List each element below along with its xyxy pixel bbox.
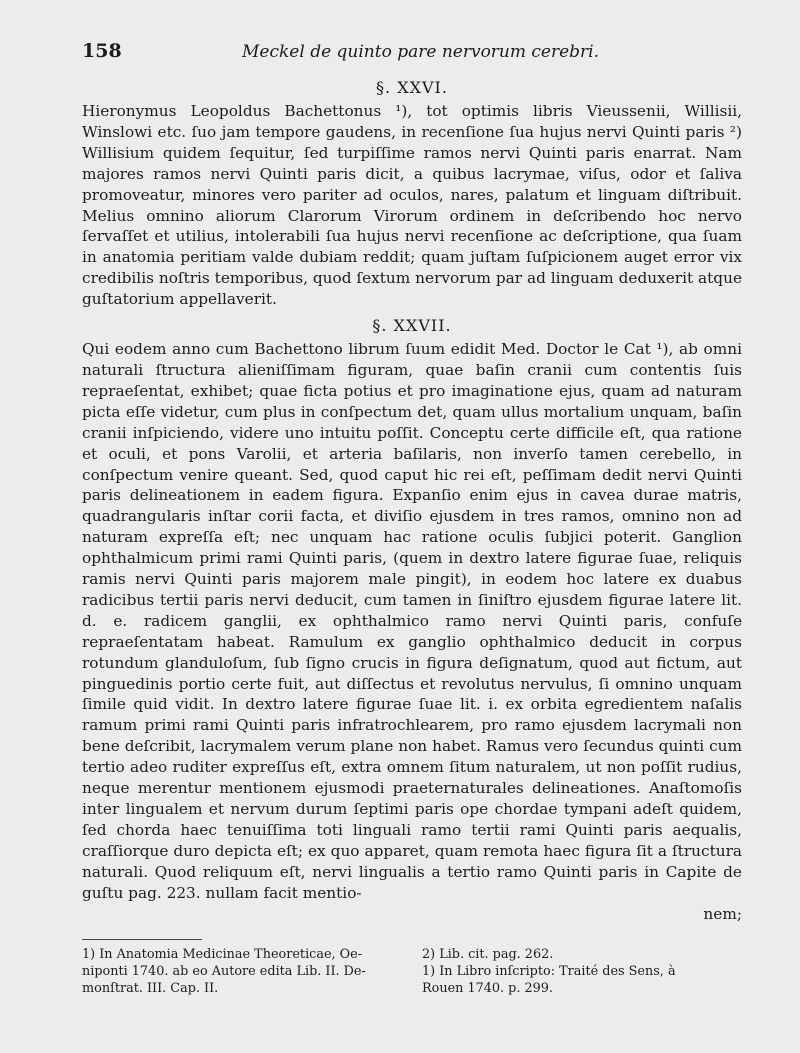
- section-body: Hieronymus Leopoldus Bachettonus ¹), tot optimis libris Vieussenii, Willisii, Winslowi etc. ſuo jam tempore gaudens, in recenſione ſua hujus nervi Quinti paris ²) Willisium quidem ſequitur, ſed turpiſſime ramos nervi Quinti paris enarrat. Nam majores ramos nervi Quinti paris dicit, a quibus lacrymae, viſus, odor et ſaliva promoveatur, minores vero pariter ad oculos, nares, palatum et linguam diſtribuit. Melius omnino aliorum Clarorum Virorum ordinem in deſcribendo hoc nervo ſervaſſet et utilius, intolerabili ſua hujus nervi recenſione ac deſcriptione, qua ſuam in anatomia peritiam valde dubiam reddit; quam juſtam ſuſpicionem auget error vix credibilis noſtris temporibus, quod ſextum nervorum par ad linguam deduxerit atque guſtatorium appellaverit.: [82, 102, 742, 309]
- section-xxvii: [82, 316, 742, 903]
- footnote-line: monſtrat. III. Cap. II.: [82, 980, 219, 996]
- section-heading: §. XXVI.: [376, 78, 448, 97]
- footnote-line: niponti 1740. ab eo Autore edita Lib. II. De-: [82, 963, 366, 979]
- footnote-line: 1) In Anatomia Medicinae Theoreticae, Oe-: [82, 946, 363, 962]
- page-number: 158: [82, 40, 122, 62]
- section-body: Qui eodem anno cum Bachettono librum ſuum edidit Med. Doctor le Cat ¹), ab omni naturali ſtructura alieniſſimam figuram, quae baſin cranii cum contentis ſuis repraeſentat, exhibet; quae ficta potius et pro imaginatione ejus, quam ad naturam picta eſſe videtur, cum plus in conſpectum det, quam ullus mortalium unquam, baſin cranii inſpiciendo, videre uno intuitu poſſit. Conceptu certe difficile eſt, qua ratione et oculi, et pons Varolii, et arteria baſilaris, non inverſo tamen cerebello, in conſpectum venire queant. Sed, quod caput hic rei eſt, peſſimam dedit nervi Quinti paris delineationem in eadem figura. Expanſio enim ejus in cavea durae matris, quadrangularis inſtar corii facta, et diviſio ejusdem in tres ramos, omnino non ad naturam expreſſa eſt; nec unquam hac ratione oculis ſubjici poterit. Ganglion ophthalmicum primi rami Quinti paris, (quem in dextro latere figurae ſuae, reliquis ramis nervi Quinti paris majorem male pingit), in eodem hoc latere ex duabus radicibus tertii paris nervi deducit, cum tamen in ſiniſtro ejusdem figurae latere lit. d. e. radicem ganglii, ex ophthalmico ramo nervi Quinti paris, confuſe repraeſentatam habeat. Ramulum ex ganglio ophthalmico deducit in corpus rotundum glanduloſum, ſub ſigno crucis in figura deſignatum, quod aut fictum, aut pinguedinis portio certe fuit, aut diſſectus et revolutus nervulus, ſi omnino unquam ſimile quid vidit. In dextro latere figurae ſuae lit. i. ex orbita egredientem naſalis ramum primi rami Quinti paris infratrochlearem, pro ramo ejusdem lacrymali non bene deſcribit, lacrymalem verum plane non habet. Ramus vero ſecundus quinti cum tertio adeo ruditer expreſſus eſt, extra omnem ſitum naturalem, ut non poſſit rudius, neque merentur mentionem ejusmodi praeternaturales delineationes. Anaſtomoſis inter lingualem et nervum durum ſeptimi paris ope chordae tympani adeſt quidem, ſed chorda haec tenuiſſima toti linguali ramo tertii rami Quinti paris aequalis, craſſiorque duro depicta eſt; ex quo apparet, quam remota haec figura ſit a ſtructura naturali. Quod reliquum eſt, nervi lingualis a tertio ramo Quinti paris in Capite de guſtu pag. 223. nullam facit mentio-: [82, 340, 742, 902]
- section-heading: §. XXVII.: [372, 316, 452, 336]
- section-xxvi: [82, 78, 742, 310]
- running-head: Meckel de quinto pare nervorum cerebri.: [242, 42, 600, 62]
- footnotes: [82, 946, 742, 997]
- page-header: [82, 40, 742, 70]
- footnotes-left-column: [82, 946, 400, 997]
- footnote-line: 2) Lib. cit. pag. 262.: [422, 946, 554, 962]
- footnote-line: 1) In Libro inſcripto: Traité des Sens, à: [422, 963, 676, 979]
- footnote-rule: [82, 939, 202, 940]
- catchword: nem;: [703, 904, 742, 923]
- footnotes-right-column: [422, 946, 742, 997]
- footnote-line: Rouen 1740. p. 299.: [422, 980, 553, 996]
